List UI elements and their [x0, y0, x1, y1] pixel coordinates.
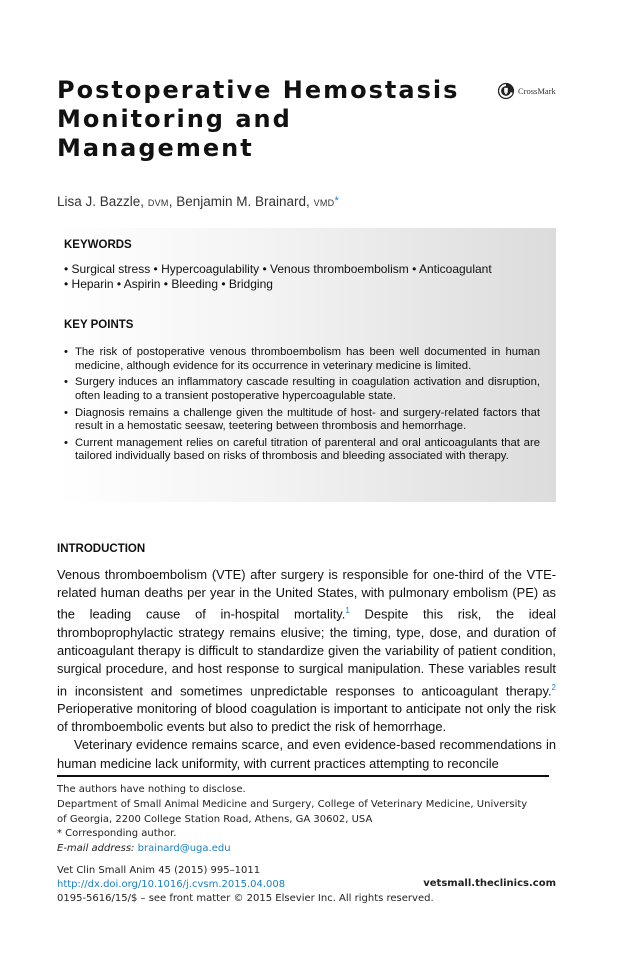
crossmark-badge[interactable] — [497, 82, 556, 100]
key-point — [64, 407, 540, 434]
affiliation-line: of Georgia, 2200 College Station Road, Athens, GA 30602, USA — [57, 814, 373, 825]
key-point-text: Diagnosis remains a challenge given the multitude of host- and surgery-related factors that result in a hemostatic seesaw, teetering between thrombosis and hemorrhage. — [75, 406, 540, 433]
keywords-keypoints-box — [57, 228, 556, 502]
paragraph: Veterinary evidence remains scarce, and even evidence-based recommendations in human medicine lack uniformity, with current practices attempting to reconcile — [57, 737, 556, 771]
author-name: Lisa J. Bazzle, — [57, 194, 145, 209]
paragraph — [57, 566, 556, 736]
email-line — [57, 842, 231, 857]
bullet: • — [64, 376, 68, 389]
affiliation-line: Department of Small Animal Medicine and Surgery, College of Veterinary Medicine, University — [57, 799, 528, 810]
email-link[interactable]: brainard@uga.edu — [137, 843, 231, 854]
author-name: Benjamin M. Brainard, — [176, 194, 310, 209]
bullet: • — [64, 346, 68, 358]
copyright-line: 0195-5616/15/$ – see front matter © 2015 Elsevier Inc. All rights reserved. — [57, 893, 434, 904]
journal-website[interactable]: vetsmall.theclinics.com — [423, 878, 556, 889]
keywords-heading: KEYWORDS — [64, 239, 132, 251]
title-line: Monitoring and — [57, 105, 292, 133]
title-line: Postoperative Hemostasis — [57, 76, 460, 104]
email-label: E-mail address: — [57, 843, 135, 854]
key-point — [64, 346, 540, 373]
author-degree: VMD — [313, 198, 335, 208]
reference-link[interactable]: 1 — [345, 606, 350, 616]
section-heading-introduction: INTRODUCTION — [57, 543, 146, 555]
key-points-heading: KEY POINTS — [64, 319, 134, 331]
author-degree: DVM — [147, 198, 169, 208]
corresponding-author-link[interactable]: * — [334, 195, 339, 207]
bullet: • — [64, 406, 68, 419]
key-point-text: The risk of postoperative venous thromboembolism has been well documented in human medicine, although evidence for its occurrence in veterinary medicine is limited. — [75, 346, 540, 372]
key-point-text: Surgery induces an inflammatory cascade resulting in coagulation activation and disruption, often leading to a transient postoperative hypercoagulable state. — [75, 376, 540, 402]
crossmark-label: CrossMark — [518, 86, 556, 96]
author-line — [57, 194, 339, 209]
bullet: • — [64, 436, 68, 449]
keywords-line: • Heparin • Aspirin • Bleeding • Bridging — [64, 277, 273, 291]
paragraph-text: Venous thromboembolism (VTE) after surgery is responsible for one-third of the VTE-related human deaths per year in the United States, with pulmonary embolism (PE) as the leading cause of in-hospital mortality. — [57, 567, 556, 622]
keywords-line: • Surgical stress • Hypercoagulability • Venous thromboembolism • Anticoagulant — [64, 262, 492, 276]
author-separator: , — [168, 194, 173, 209]
title-line: Management — [57, 134, 254, 162]
key-points-list — [64, 346, 540, 467]
key-point — [64, 376, 540, 403]
key-point-text: Current management relies on careful titration of parenteral and oral anticoagulants that are tailored individually based on risks of thrombosis and bleeding associated with therapy. — [75, 436, 540, 463]
journal-citation: Vet Clin Small Anim 45 (2015) 995–1011 — [57, 865, 261, 876]
disclosure-note: The authors have nothing to disclose. — [57, 784, 246, 795]
paragraph-text: Perioperative monitoring of blood coagulation is important to anticipate not only the risk of thromboembolic events but also to predict the risk of hemorrhage. — [57, 701, 556, 735]
footnote-divider — [57, 775, 549, 777]
introduction-body — [57, 566, 556, 773]
reference-link[interactable]: 2 — [551, 682, 556, 692]
crossmark-icon — [497, 82, 515, 100]
paragraph-text: Despite this risk, the ideal thromboprophylactic strategy remains elusive; the timing, type, dose, and duration of anticoagulant therapy is difficult to standardize given the variability of patient condition, surgical procedure, and host response to surgical manipulation. These variables result in inconsistent and sometimes unpredictable responses to anticoagulant therapy. — [57, 606, 556, 698]
doi-link[interactable]: http://dx.doi.org/10.1016/j.cvsm.2015.04.008 — [57, 879, 286, 890]
key-point — [64, 437, 540, 464]
article-title — [57, 76, 459, 163]
corresponding-note: * Corresponding author. — [57, 828, 177, 839]
